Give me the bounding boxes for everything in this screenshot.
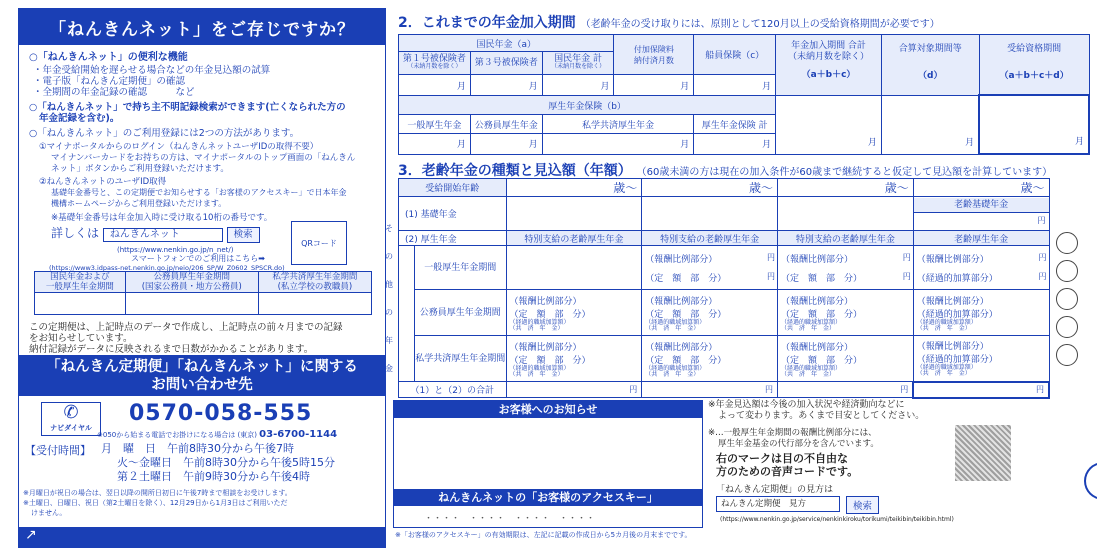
- url-nnet[interactable]: (https://www.nenkin.go.jp/n_net/): [117, 246, 234, 254]
- indent-col: [399, 246, 415, 382]
- hirei-label: （報酬比例部分）: [780, 254, 853, 265]
- shikaku-formula: （a＋b＋c＋d）: [999, 71, 1069, 81]
- punch-hole-icon: [1056, 288, 1078, 310]
- left-panel: [18, 8, 386, 548]
- total-value: 月: [776, 95, 882, 154]
- ippan-header: 一般厚生年金: [399, 115, 471, 133]
- tokubetsu-header: 特別支給の老齢厚生年金: [777, 231, 913, 246]
- kiso-cell: [642, 197, 778, 231]
- dai1-value: 月: [399, 75, 471, 96]
- search-button[interactable]: 検索: [227, 227, 260, 243]
- en-unit: 円: [766, 252, 775, 262]
- phone-alt: [97, 429, 337, 440]
- kiso-cell: [777, 197, 913, 231]
- punch-hole-icon: [1056, 344, 1078, 366]
- shikaku-label: 受給資格期間: [1007, 44, 1062, 54]
- qr-placeholder: QRコード: [291, 221, 347, 265]
- hirei-line: [781, 252, 913, 265]
- period-col-2: 公務員厚生年金期間 (国家公務員・地方公務員): [125, 272, 258, 293]
- punch-hole-icon: [1056, 316, 1078, 338]
- teigaku-label: （定 額 部 分）: [780, 273, 862, 284]
- kokumin-total-sub: （未納月数を除く）: [551, 63, 606, 71]
- rourei-kousei-header: 老齢厚生年金: [913, 231, 1049, 246]
- navi-dial-logo: [41, 402, 101, 436]
- dai1-header: [399, 52, 471, 75]
- shigaku-value: 月: [542, 133, 694, 154]
- tokubetsu-header: 特別支給の老齢厚生年金: [642, 231, 778, 246]
- koumuin-c3: [777, 290, 913, 336]
- hirei-label: （報酬比例部分）: [916, 296, 989, 307]
- hours-footnote-2: ※土曜日、日曜日、祝日（第2土曜日を除く）、12月29日から1月3日はご利用いただ: [23, 499, 288, 507]
- fuka-value: 月: [614, 75, 694, 96]
- arrow-icon: ↗: [19, 527, 385, 547]
- goukei-3: 円: [777, 382, 913, 398]
- notice-title: お客様へのお知らせ: [394, 401, 702, 418]
- period-value: [258, 293, 371, 315]
- voice-code-icon: [955, 425, 1011, 481]
- dai1-label: 第１号被保険者: [402, 54, 466, 65]
- kiso-rourei-cell: [913, 197, 1049, 231]
- kikin-note-1: ※…一般厚生年金期間の報酬比例部分には、: [708, 428, 877, 438]
- hirei-label: （報酬比例部分）: [916, 254, 989, 265]
- ippan-c1: [506, 246, 642, 290]
- kiso-rourei-unit: 円: [1037, 216, 1046, 225]
- senin-value: 月: [694, 75, 776, 96]
- teigaku-label: （定 額 部 分）: [645, 355, 727, 366]
- phone-number-2[interactable]: 03-6700-1144: [259, 429, 338, 440]
- howto-search-box[interactable]: ねんきん定期便 見方: [716, 496, 840, 512]
- total-formula: （a＋b＋c）: [801, 70, 856, 80]
- total-header: [776, 35, 882, 96]
- search-heading: ○「ねんきんネット」で持ち主不明記録検索ができます(亡くなられた方の: [29, 102, 346, 113]
- howto-label: 「ねんきん定期便」の見方は: [716, 485, 834, 495]
- smartphone-link[interactable]: スマートフォンでのご利用はこちら➡: [131, 254, 265, 263]
- search-heading-2: 年金記録を含む)。: [39, 113, 120, 124]
- period-col-3: 私学共済厚生年金期間 (私立学校の教職員): [258, 272, 371, 293]
- kyosai-label: （経過的職域加算額） （共 済 年 金）: [916, 318, 977, 332]
- notice-box: [393, 400, 703, 528]
- en-unit: 円: [766, 271, 775, 281]
- age-cell-3: 歳〜: [777, 179, 913, 197]
- dai1-sub: （未納月数を除く）: [407, 63, 462, 71]
- estimate-note-1: ※年金見込額は今後の加入状況や経済動向などに: [708, 400, 905, 410]
- kyosai-label: （経過的職域加算額） （共 済 年 金）: [509, 318, 570, 332]
- shigaku-c3: [777, 336, 913, 382]
- feature-item: ・全期間の年金記録の確認 など: [33, 87, 195, 98]
- kousei-label: (2) 厚生年金: [399, 231, 507, 246]
- shigaku-header: 私学共済厚生年金: [542, 115, 694, 133]
- access-key-footnote: ※「お客様のアクセスキー」の有効期限は、左記に記載の作成日から5カ月後の月末までです。: [395, 531, 692, 539]
- en-unit: 円: [1038, 252, 1047, 262]
- teigaku-label: （定 額 部 分）: [645, 273, 727, 284]
- row-shigaku: 私学共済厚生年金期間: [414, 336, 506, 382]
- method-1-desc-2: ネット」ボタンからご利用登録いただけます。: [51, 164, 229, 174]
- kiso-rourei-label: 老齢基礎年金: [914, 198, 1049, 213]
- side-vertical-text: そ の 他 の 年 金: [385, 224, 401, 373]
- shigaku-c1: [506, 336, 642, 382]
- senin-header: 船員保険（c）: [694, 35, 776, 75]
- inquiry-title-1: 「ねんきん定期便」「ねんきんネット」に関する: [46, 359, 358, 375]
- ippan-c4: [913, 246, 1049, 290]
- row-koumuin: 公務員厚生年金期間: [414, 290, 506, 336]
- hours-label: 【受付時間】: [25, 444, 91, 457]
- method-2: ②ねんきんネットのユーザID取得: [39, 177, 167, 187]
- howto-url[interactable]: (https://www.nenkin.go.jp/service/nenkinkiroku/torikumi/teikibin/teikibin.html): [720, 516, 954, 523]
- shigaku-c4: [913, 336, 1049, 382]
- estimate-note: [708, 400, 924, 422]
- pension-number-note: ※基礎年金番号は年金加入時に受け取る10桁の番号です。: [51, 213, 273, 223]
- gassan-header: [881, 35, 979, 96]
- keika-line: [917, 271, 1049, 284]
- method-2-desc-2: 機構ホームページからご利用登録いただけます。: [51, 199, 227, 208]
- hours-list: [101, 442, 335, 484]
- en-unit: 円: [1038, 271, 1047, 281]
- access-key-title: ねんきんネットの「お客様のアクセスキー」: [394, 489, 702, 506]
- section2-title: [398, 12, 940, 32]
- teigaku-line: [781, 271, 913, 284]
- kyosai-label: （経過的職域加算額） （共 済 年 金）: [780, 364, 841, 378]
- feature-heading: ○「ねんきんネット」の便利な機能: [29, 52, 188, 63]
- kokumin-header: 国民年金（a）: [399, 35, 614, 52]
- hirei-label: （報酬比例部分）: [645, 342, 718, 353]
- teigaku-label: （定 額 部 分）: [780, 355, 862, 366]
- goukei-label: （1）と（2）の合計: [399, 382, 507, 398]
- hours-footnote-3: けません。: [31, 509, 67, 517]
- estimate-note-2: よって変わります。あくまで目安としてください。: [718, 411, 925, 421]
- kokumin-total-label: 国民年金 計: [554, 54, 602, 65]
- punch-hole-icon: [1056, 232, 1078, 254]
- kikin-note: [708, 428, 879, 450]
- age-label: 受給開始年齢: [399, 179, 507, 197]
- teigaku-label: （定 額 部 分）: [509, 355, 591, 366]
- section3-heading: 3．老齢年金の種類と見込額（年額）: [398, 163, 632, 179]
- gassan-label: 合算対象期間等: [898, 44, 962, 54]
- kousei-total-value: 月: [694, 133, 776, 154]
- howto-search-button[interactable]: 検索: [846, 496, 879, 514]
- goukei-2: 円: [642, 382, 778, 398]
- kyosai-label: （経過的職域加算額） （共 済 年 金）: [645, 364, 706, 378]
- hours-row: 第２土曜日 午前9時30分から午後4時: [117, 470, 310, 483]
- keika-label: （経過的加算部分）: [916, 355, 998, 366]
- kousei-header: 厚生年金保険（b）: [399, 95, 776, 115]
- method-1-desc: マイナンバーカードをお持ちの方は、マイナポータルのトップ画面の「ねんきん: [51, 153, 356, 163]
- hirei-label: （報酬比例部分）: [645, 296, 718, 307]
- shigaku-c2: [642, 336, 778, 382]
- fuka-header: 付加保険料 納付済月数: [614, 35, 694, 75]
- method-2-desc: 基礎年金番号と、この定期便でお知らせする「お客様のアクセスキー」で日本年金: [51, 188, 347, 197]
- search-box[interactable]: ねんきんネット: [103, 228, 223, 242]
- punch-hole-icon: [1056, 260, 1078, 282]
- age-cell-4: 歳〜: [913, 179, 1049, 197]
- teigaku-label: （定 額 部 分）: [509, 309, 591, 320]
- hirei-label: （報酬比例部分）: [509, 296, 582, 307]
- section2-heading: 2．これまでの年金加入期間: [398, 15, 576, 31]
- kyosai-label: （経過的職域加算額） （共 済 年 金）: [916, 364, 977, 378]
- teigaku-line: [645, 271, 777, 284]
- kyosai-label: （経過的職域加算額） （共 済 年 金）: [780, 318, 841, 332]
- hirei-label: （報酬比例部分）: [916, 342, 989, 353]
- voice-code-2: 方のための音声コードです。: [716, 465, 859, 478]
- hirei-line: [645, 252, 777, 265]
- phone-number[interactable]: 0570-058-555: [129, 401, 313, 426]
- left-title: 「ねんきんネット」をご存じですか？: [19, 9, 385, 45]
- hours-row: 月 曜 日 午前8時30分から午後7時: [101, 442, 294, 455]
- data-note-3: 納付記録がデータに反映されるまで日数がかかることがあります。: [29, 344, 314, 355]
- hours-row: 火〜金曜日 午前8時30分から午後5時15分: [117, 456, 335, 469]
- phone-area: (東京): [237, 431, 257, 439]
- kiso-cell: [506, 197, 642, 231]
- notch-icon: [1084, 462, 1097, 500]
- row-ippan: 一般厚生年金期間: [414, 246, 506, 290]
- hirei-label: （報酬比例部分）: [509, 342, 582, 353]
- inquiry-title-2: お問い合わせ先: [151, 377, 253, 393]
- period-col-1: 国民年金および 一般厚生年金期間: [35, 272, 126, 293]
- kiso-label: (1) 基礎年金: [399, 197, 507, 231]
- total-label: 年金加入期間 合計 （未納月数を除く）: [787, 41, 869, 62]
- ippan-value: 月: [399, 133, 471, 154]
- hirei-label: （報酬比例部分）: [780, 342, 853, 353]
- goukei-4: 円: [913, 382, 1049, 398]
- phone-note: ※050から始まる電話でお掛けになる場合は: [97, 431, 236, 439]
- koumuin-value: 月: [470, 133, 542, 154]
- enrollment-table: [398, 34, 1090, 155]
- phone-icon: ✆: [63, 402, 79, 423]
- koumuin-header: 公務員厚生年金: [470, 115, 542, 133]
- feature-item: ・年金受給開始を遅らせる場合などの年金見込額の試算: [33, 65, 271, 76]
- navi-label: ナビダイヤル: [50, 424, 92, 432]
- detail-label: 詳しくは: [51, 226, 100, 240]
- period-table: [34, 271, 372, 315]
- keika-label: （経過的加算部分）: [916, 309, 998, 320]
- koumuin-c4: [913, 290, 1049, 336]
- shikaku-header: [979, 35, 1089, 96]
- detail-row: [51, 227, 260, 243]
- teigaku-label: （定 額 部 分）: [780, 309, 862, 320]
- url-sp[interactable]: (https://www3.idpass-net.nenkin.go.jp/neio/206_SP/W_Z0602_SPSCR.do): [49, 264, 285, 272]
- hirei-line: [917, 252, 1049, 265]
- kousei-total-header: 厚生年金保険 計: [694, 115, 776, 133]
- koumuin-c2: [642, 290, 778, 336]
- goukei-1: 円: [506, 382, 642, 398]
- kyosai-label: （経過的職域加算額） （共 済 年 金）: [645, 318, 706, 332]
- age-cell-1: 歳〜: [506, 179, 642, 197]
- en-unit: 円: [902, 271, 911, 281]
- dai3-value: 月: [470, 75, 542, 96]
- kokumin-total-header: [542, 52, 614, 75]
- register-heading: ○「ねんきんネット」のご利用登録には2つの方法があります。: [29, 128, 300, 139]
- koumuin-c1: [506, 290, 642, 336]
- hirei-label: （報酬比例部分）: [645, 254, 718, 265]
- voice-code-note: [716, 452, 858, 478]
- hours-footnote-1: ※月曜日が祝日の場合は、翌日以降の開所日初日に午後7時まで相談をお受けします。: [23, 489, 292, 497]
- access-key-value: ・・・・ ・・・・ ・・・・ ・・・・: [424, 514, 596, 524]
- period-value: [125, 293, 258, 315]
- period-value: [35, 293, 126, 315]
- en-unit: 円: [902, 252, 911, 262]
- age-cell-2: 歳〜: [642, 179, 778, 197]
- kokumin-total-value: 月: [542, 75, 614, 96]
- section3-sub: （60歳未満の方は現在の加入条件が60歳まで継続すると仮定して見込額を計算しています）: [636, 167, 1053, 178]
- hirei-label: （報酬比例部分）: [780, 296, 853, 307]
- ippan-c3: [777, 246, 913, 290]
- inquiry-header: [19, 355, 385, 396]
- shikaku-value: 月: [979, 95, 1089, 154]
- ippan-c2: [642, 246, 778, 290]
- voice-code-1: 右のマークは目の不自由な: [716, 452, 848, 465]
- dai3-header: 第３号被保険者: [470, 52, 542, 75]
- keika-label: （経過的加算部分）: [916, 273, 998, 284]
- teigaku-label: （定 額 部 分）: [645, 309, 727, 320]
- tokubetsu-header: 特別支給の老齢厚生年金: [506, 231, 642, 246]
- estimate-table: [398, 178, 1050, 399]
- section2-sub: （老齢年金の受け取りには、原則として120月以上の受給資格期間が必要です）: [580, 19, 940, 30]
- method-1: ①マイナポータルからのログイン（ねんきんネットユーザIDの取得不要）: [39, 142, 319, 152]
- gassan-value: 月: [881, 95, 979, 154]
- data-note-1: この定期便は、上記時点のデータで作成し、上記時点の前々月までの記録: [29, 322, 343, 333]
- gassan-formula: （d）: [918, 71, 943, 81]
- kyosai-label: （経過的職域加算額） （共 済 年 金）: [509, 364, 570, 378]
- section3-title: [398, 160, 1052, 180]
- kikin-note-2: 厚生年金基金の代行部分を含んでいます。: [718, 439, 879, 449]
- feature-item: ・電子版「ねんきん定期便」の確認: [33, 76, 186, 87]
- data-note-2: をお知らせしています。: [29, 333, 133, 344]
